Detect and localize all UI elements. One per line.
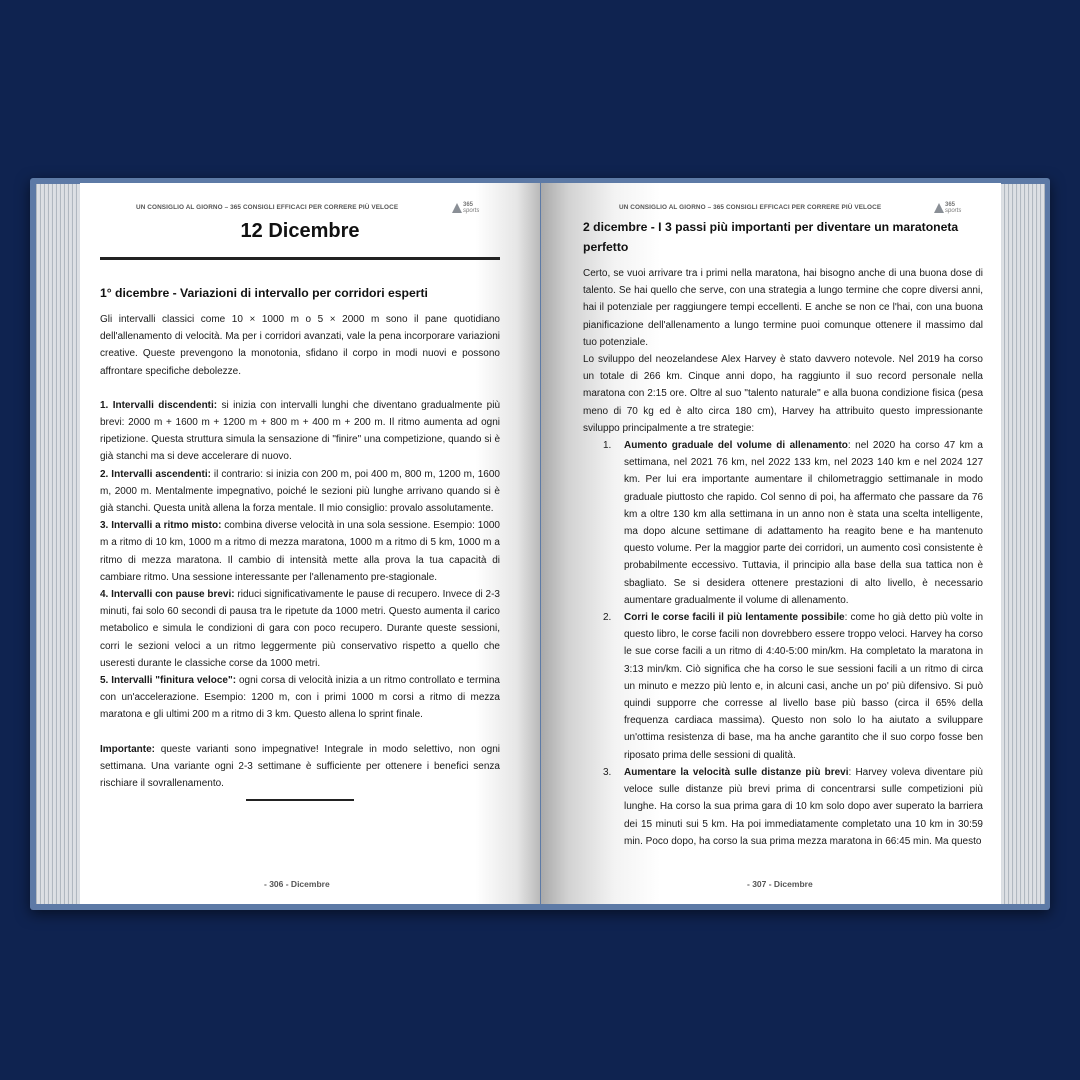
right-page — [541, 183, 1001, 904]
list-item — [100, 397, 500, 466]
section-heading: 1° dicembre - Variazioni di intervallo per corridori esperti — [100, 286, 428, 300]
publisher-logo — [452, 202, 488, 216]
item-text: riduci significativamente le pause di recupero. Invece di 2-3 minuti, fai solo 60 secondi di pausa tra le ripetute da 1000 metri. Questo aumenta il carico metabolico e simula le condizioni di gara con poco recupero. Durante queste sessioni, corri le sezioni veloci a un ritmo leggermente più conservativo rispetto a quello che useresti durante le classiche corse da 1000 metri. — [100, 589, 500, 669]
item-text: : nel 2020 ha corso 47 km a settimana, nel 2021 76 km, nel 2022 133 km, nel 2023 140 km e nel 2024 127 km. Per lui era importante aumentare il chilometraggio settimanale in modo graduale piuttosto che rapido. Col senno di poi, ha affermato che passare da 76 km a oltre 130 km alla settimana in un anno non è stata una scelta intelligente, ma dopo alcune settimane di adattamento ha reagito bene e ha mantenuto questo volume. Per la maggior parte dei corridori, un aumento così consistente è probabilmente eccessivo. Tuttavia, il principio alla base della sua tattica non è sbagliato. Se si desidera ottenere prestazioni di alto livello, è necessario aumentare gradualmente il volume di allenamento. — [624, 440, 983, 606]
logo-number: 365 — [945, 202, 956, 208]
item-label: Aumento graduale del volume di allenamento — [624, 440, 848, 452]
logo-number: 365 — [463, 202, 474, 208]
logo-word: sports — [463, 208, 480, 214]
paragraph: Lo sviluppo del neozelandese Alex Harvey è stato davvero notevole. Nel 2019 ha corso un totale di 266 km. Cinque anni dopo, ha raggiunto il suo record personale nella maratona con 2:15 ore. Oltre al suo "talento naturale" e alla buona condizione fisica (pesa meno di 70 kg ed è alto circa 180 cm), Harvey ha attribuito questo impressionante sviluppo principalmente a tre strategie: — [583, 354, 983, 434]
strategies-list — [583, 437, 983, 850]
item-label: 2. Intervalli ascendenti: — [100, 468, 211, 480]
page-edges-right — [1001, 184, 1045, 904]
left-page-content — [100, 283, 500, 801]
important-note — [100, 741, 500, 793]
left-page — [80, 183, 540, 904]
list-item — [100, 586, 500, 672]
page-edges-left — [36, 184, 80, 904]
item-text: combina diverse velocità in una sola sessione. Esempio: 1000 m a ritmo di 10 km, 1000 m a ritmo di mezza maratona, 1000 m a ritmo di 5 km, 1000 m a ritmo di mezza maratona. Il cambio di intensità mette alla prova la tua capacità di cambiare ritmo. Una sessione interessante per l'allenamento pre-stagionale. — [100, 520, 500, 583]
publisher-logo — [934, 202, 970, 216]
list-item — [583, 764, 983, 850]
item-text: ogni corsa di velocità inizia a un ritmo controllato e termina con un'accelerazione. Esempio: 1200 m, con i primi 1000 m corsi a ritmo di mezza maratona e gli ultimi 200 m a ritmo di 3 km. Questo allena lo sprint finale. — [100, 675, 500, 721]
item-label: Aumentare la velocità sulle distanze più brevi — [624, 766, 849, 778]
item-text: si inizia con intervalli lunghi che diventano gradualmente più brevi: 2000 m + 1600 m + 1200 m + 800 m + 400 m + 200 m. Il ritmo aumenta ad ogni ripetizione. Questa struttura simula la sensazione di "finire" una competizione, quando si è già stanchi ma si deve accelerare di nuovo. — [100, 399, 501, 463]
item-label: 5. Intervalli "finitura veloce": — [100, 675, 237, 687]
chapter-divider — [100, 257, 500, 260]
paragraph: Certo, se vuoi arrivare tra i primi nella maratona, hai bisogno anche di una buona dose di talento. Se hai quello che serve, con una strategia a lungo termine che copre diversi anni, hai il potenziale per raggiungere tempi eccellenti. E anche se non ce l'hai, con una buona pianificazione dell'allenamento a lungo termine puoi comunque ottenere il massimo dal tuo potenziale. — [583, 268, 983, 348]
item-number: 2. — [603, 612, 612, 624]
list-item — [583, 437, 983, 609]
item-label: Corri le corse facili il più lentamente possibile — [624, 612, 845, 624]
page-number: - 306 - Dicembre — [264, 879, 330, 889]
list-item — [100, 466, 500, 518]
item-label: 4. Intervalli con pause brevi: — [100, 589, 235, 601]
list-item — [100, 517, 500, 586]
important-label: Importante: — [100, 743, 155, 755]
right-page-content — [583, 217, 983, 850]
item-text: : come ho già detto più volte in questo libro, le corse facili non dovrebbero essere troppo veloci. Harvey ha corso le sue corse facili a un ritmo di 4:40-5:00 min/km. Ha completato la maratona in 3:13 min/km. Ciò significa che ha corso le sue sessioni facili a un ritmo di circa un minuto e mezzo più lento e, in alcuni casi, anche un po' più difensivo. Si può quindi supporre che corresse al livello base più basso (circa il 65% della frequenza cardiaca massima). Questo non solo lo ha aiutato a sviluppare un'ottima resistenza di base, ma ha anche garantito che il suo corpo fosse ben riposato prima delle sessioni di qualità. — [624, 612, 984, 761]
logo-word: sports — [945, 208, 962, 214]
important-text: queste varianti sono impegnative! Integrale in modo selettivo, non ogni settimana. Una variante ogni 2-3 settimane è sufficiente per ottenere i benefici senza rischiare il sovrallenamento. — [100, 743, 500, 790]
running-head-text: UN CONSIGLIO AL GIORNO – 365 CONSIGLI EFFICACI PER CORRERE PIÙ VELOCE — [136, 204, 399, 211]
intro-paragraph: Gli intervalli classici come 10 × 1000 m o 5 × 2000 m sono il pane quotidiano dell'allenamento di velocità. Ma per i corridori avanzati, vale la pena incorporare variazioni creative. Queste prevengono la monotonia, sfidano il corpo in modi nuovi e possono affrontare specifiche debolezze. — [100, 314, 500, 377]
item-label: 3. Intervalli a ritmo misto: — [100, 520, 222, 532]
item-number: 1. — [603, 440, 612, 452]
chapter-title: 12 Dicembre — [240, 220, 360, 242]
section-heading: 2 dicembre - I 3 passi più importanti per diventare un maratoneta perfetto — [583, 220, 959, 254]
list-item — [583, 609, 983, 764]
list-item — [100, 672, 500, 724]
mountain-icon — [452, 203, 462, 213]
item-text: : Harvey voleva diventare più veloce sulle distanze più brevi prima di concentrarsi sulle competizioni più lunghe. Ha corso la sua prima gara di 10 km solo dopo aver superato la barriera dei 15 minuti sui 5 km. Ha poi immediatamente completato una 10 km in 30:59 min. Poco dopo, ha corso la sua prima mezza maratona in 66:45 min. Ma questo — [624, 766, 983, 847]
page-number: - 307 - Dicembre — [747, 879, 813, 889]
item-label: 1. Intervalli discendenti: — [100, 399, 218, 411]
running-head-text: UN CONSIGLIO AL GIORNO – 365 CONSIGLI EFFICACI PER CORRERE PIÙ VELOCE — [619, 204, 882, 211]
section-end-rule — [246, 799, 354, 800]
item-text: il contrario: si inizia con 200 m, poi 400 m, 800 m, 1200 m, 1600 m, 2000 m. Mentalmente impegnativo, poiché le sezioni più lunghe arrivano quando si è già stanchi. Questa unità allena la forza mentale. Il mio consiglio: provalo assolutamente. — [100, 468, 500, 515]
mountain-icon — [934, 203, 944, 213]
item-number: 3. — [603, 766, 612, 778]
